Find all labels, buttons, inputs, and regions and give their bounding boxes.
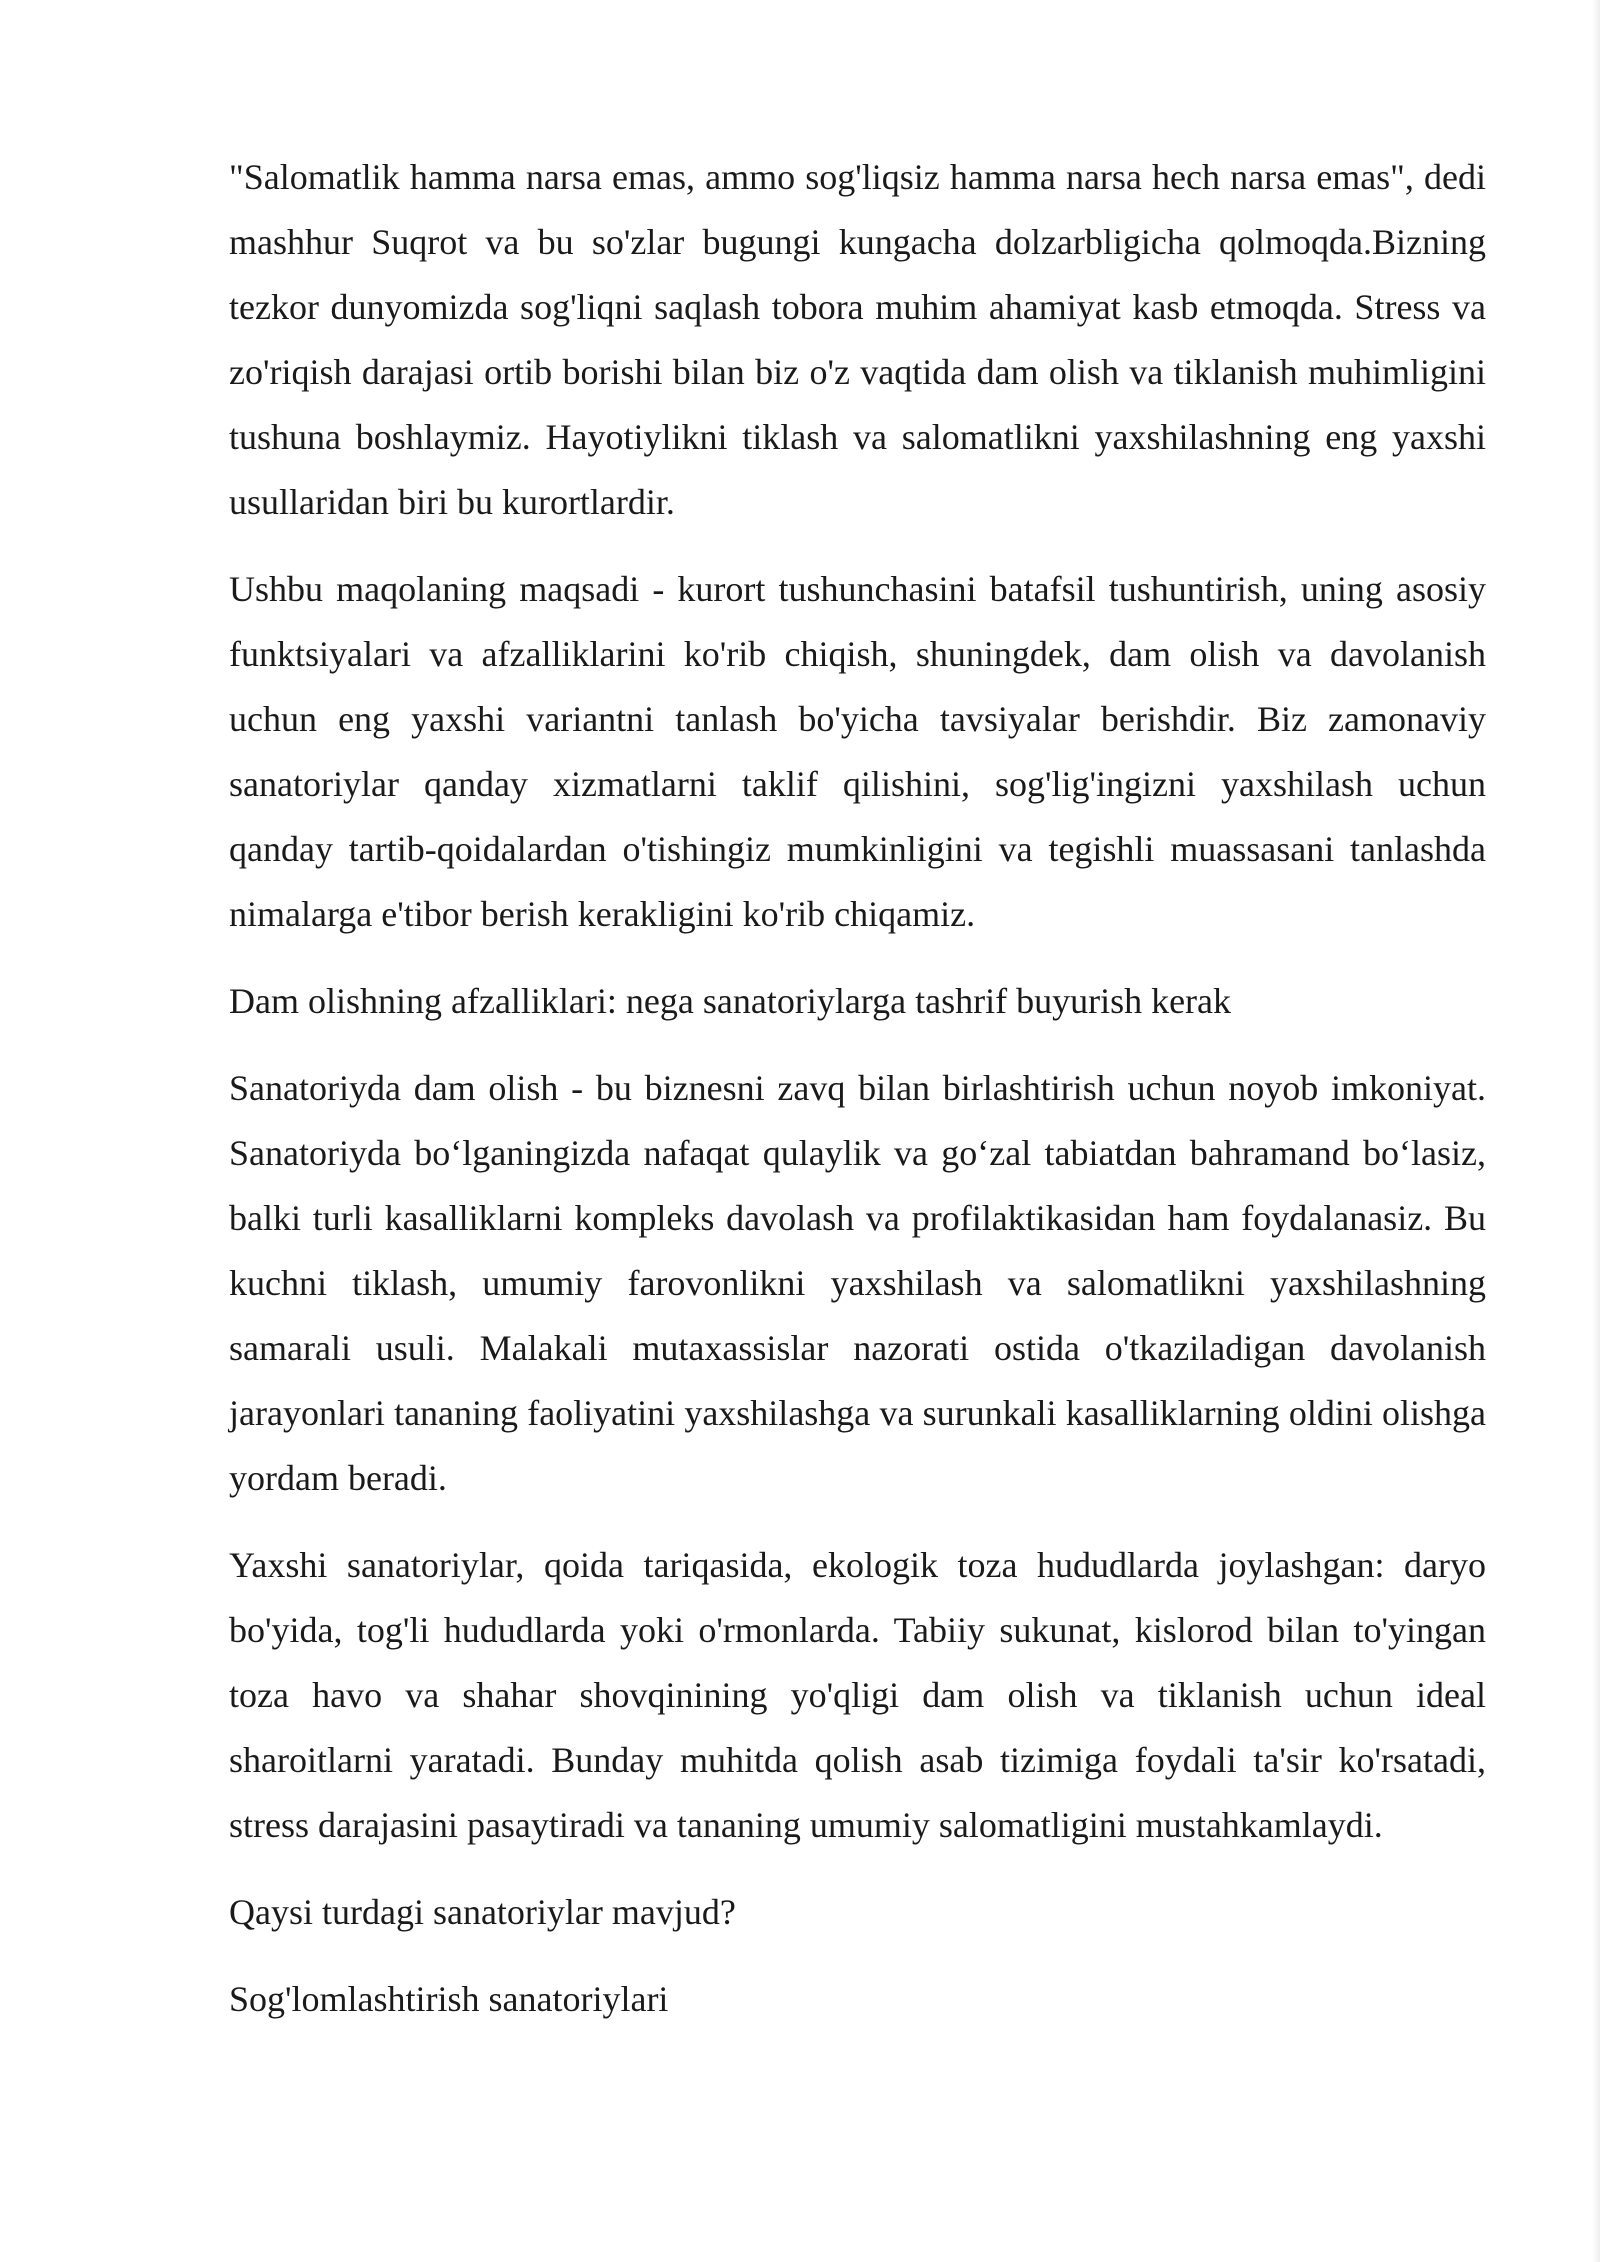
page-edge-shadow bbox=[1592, 0, 1600, 2262]
section-heading-health-sanatoriums: Sog'lomlashtirish sanatoriylari bbox=[229, 1979, 669, 2019]
paragraph-sanatorium-rest: Sanatoriyda dam olish - bu biznesni zavq bilan birlashtirish uchun noyob imkoniyat. Sanatoriyda bo‘lganingizda nafaqat qulaylik va go‘zal tabiatdan bahramand bo‘lasiz, balki turli kasalliklarni kompleks davolash va profilaktikasidan ham foydalanasiz. Bu kuchni tiklash, umumiy farovonlikni yaxshilash va salomatlikni yaxshilashning samarali usuli. Malakali mutaxassislar nazorati ostida o'tkaziladigan davolanish jarayonlari tananing faoliyatini yaxshilashga va surunkali kasalliklarning oldini olishga yordam beradi. bbox=[229, 1068, 1486, 1498]
section-heading-types: Qaysi turdagi sanatoriylar mavjud? bbox=[229, 1892, 736, 1932]
paragraph-purpose: Ushbu maqolaning maqsadi - kurort tushunchasini batafsil tushuntirish, uning asosiy funktsiyalari va afzalliklarini ko'rib chiqish, shuningdek, dam olish va davolanish uchun eng yaxshi variantni tanlash bo'yicha tavsiyalar berishdir. Biz zamonaviy sanatoriylar qanday xizmatlarni taklif qilishini, sog'lig'ingizni yaxshilash uchun qanday tartib-qoidalardan o'tishingiz mumkinligini va tegishli muassasani tanlashda nimalarga e'tibor berish kerakligini ko'rib chiqamiz. bbox=[229, 569, 1486, 934]
paragraph-intro: "Salomatlik hamma narsa emas, ammo sog'liqsiz hamma narsa hech narsa emas", dedi mashhur Suqrot va bu so'zlar bugungi kungacha dolzarbligicha qolmoqda.Bizning tezkor dunyomizda sog'liqni saqlash tobora muhim ahamiyat kasb etmoqda. Stress va zo'riqish darajasi ortib borishi bilan biz o'z vaqtida dam olish va tiklanish muhimligini tushuna boshlaymiz. Hayotiylikni tiklash va salomatlikni yaxshilashning eng yaxshi usullaridan biri bu kurortlardir. bbox=[229, 157, 1486, 522]
paragraph-good-sanatoriums: Yaxshi sanatoriylar, qoida tariqasida, ekologik toza hududlarda joylashgan: daryo bo'yida, tog'li hududlarda yoki o'rmonlarda. Tabiiy sukunat, kislorod bilan to'yingan toza havo va shahar shovqinining yo'qligi dam olish va tiklanish uchun ideal sharoitlarni yaratadi. Bunday muhitda qolish asab tizimiga foydali ta'sir ko'rsatadi, stress darajasini pasaytiradi va tananing umumiy salomatligini mustahkamlaydi. bbox=[229, 1545, 1486, 1845]
document-body bbox=[229, 145, 1486, 2054]
section-heading-benefits: Dam olishning afzalliklari: nega sanatoriylarga tashrif buyurish kerak bbox=[229, 981, 1232, 1021]
